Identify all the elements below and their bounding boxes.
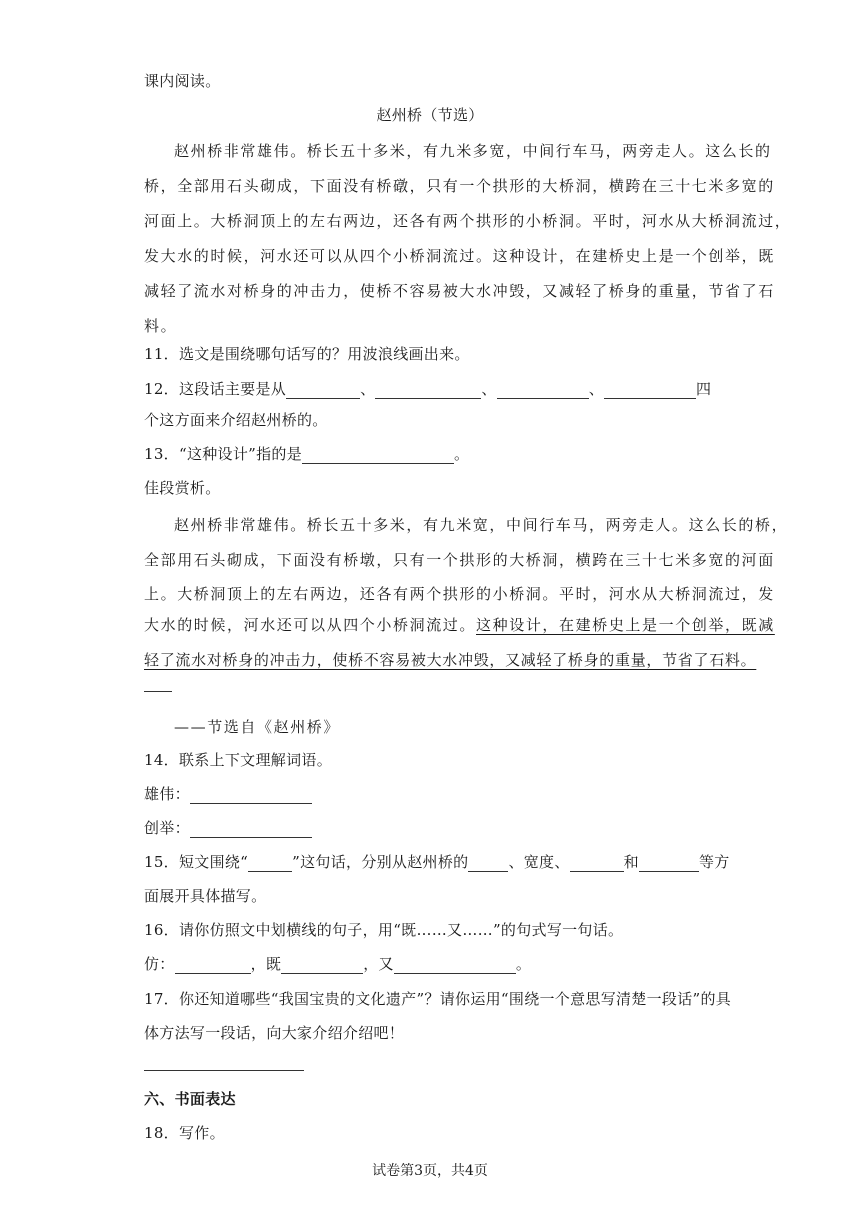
- word-xiongwei: [144, 784, 718, 804]
- answer-blank[interactable]: [394, 957, 516, 974]
- passage-line: 减轻了流水对桥身的冲击力，使桥不容易被大水冲毁，又减轻了桥身的重量，节省了石: [144, 282, 775, 300]
- question-17-line1: 17．你还知道哪些“我国宝贵的文化遗产”？请你运用“围绕一个意思写清楚一段话”的具: [144, 990, 732, 1008]
- answer-blank[interactable]: [248, 855, 292, 872]
- q15-text: 15．短文围绕“: [144, 853, 249, 871]
- q15-text: 、宽度、: [508, 853, 570, 871]
- section-appreciation: 佳段赏析。: [144, 479, 221, 497]
- question-15: [144, 852, 730, 872]
- answer-blank[interactable]: [281, 957, 363, 974]
- passage2-line: 上。大桥洞顶上的左右两边，还各有两个拱形的小桥洞。平时，河水从大桥洞流过，发: [144, 585, 775, 603]
- question-13: [144, 444, 718, 464]
- answer-blank[interactable]: [468, 855, 508, 872]
- question-12-line2: 个这方面来介绍赵州桥的。: [144, 411, 328, 429]
- q15-text: 等方: [698, 853, 730, 871]
- answer-blank[interactable]: [604, 382, 696, 399]
- answer-blank[interactable]: [375, 382, 481, 399]
- q16-text: ，既: [250, 955, 282, 973]
- intro-instruction: 课内阅读。: [144, 72, 221, 90]
- passage2-line: [144, 650, 757, 670]
- question-11: 11．选文是围绕哪句话写的？用波浪线画出来。: [144, 345, 470, 363]
- word-label: 雄伟：: [144, 785, 190, 803]
- section-heading: 六、书面表达: [144, 1090, 236, 1108]
- answer-line-q17[interactable]: [144, 1070, 304, 1071]
- word-chuangju: [144, 818, 718, 838]
- q16-text: 。: [515, 955, 532, 973]
- question-16: 16．请你仿照文中划横线的句子，用“既……又……”的句式写一句话。: [144, 921, 624, 939]
- underline-tail: [144, 691, 172, 692]
- passage2-plain-text: 大水的时候，河水还可以从四个小桥洞流过。: [144, 616, 477, 634]
- q16-text: ，又: [363, 955, 394, 973]
- question-12: [144, 379, 718, 399]
- question-16-answer: [144, 954, 718, 974]
- q16-text: 仿：: [144, 955, 175, 973]
- answer-blank[interactable]: [497, 382, 589, 399]
- q15-text: ”这句话，分别从赵州桥的: [292, 853, 469, 871]
- question-13-suffix: 。: [454, 445, 470, 463]
- passage-line: 料。: [144, 317, 178, 335]
- separator: 、: [360, 380, 376, 398]
- answer-blank[interactable]: [286, 382, 360, 399]
- passage-line: 发大水的时候，河水还可以从四个小桥洞流过。这种设计，在建桥史上是一个创举，既: [144, 247, 775, 265]
- question-12-prefix: 12．这段话主要是从: [144, 380, 287, 398]
- question-17-line2: 体方法写一段话，向大家介绍介绍吧！: [144, 1024, 405, 1042]
- answer-blank[interactable]: [175, 957, 251, 974]
- page-footer: 试卷第3页，共4页: [372, 1163, 488, 1179]
- passage2-line: 全部用石头砌成，下面没有桥墩，只有一个拱形的大桥洞，横跨在三十七米多宽的河面: [144, 551, 775, 569]
- underlined-sentence: 这种设计，在建桥史上是一个创举，既减: [476, 616, 775, 634]
- question-18: 18．写作。: [144, 1124, 225, 1142]
- question-15-line2: 面展开具体描写。: [144, 887, 267, 905]
- passage-line: 赵州桥非常雄伟。桥长五十多米，有九米多宽，中间行车马，两旁走人。这么长的: [174, 142, 772, 160]
- underlined-sentence: 轻了流水对桥身的冲击力，使桥不容易被大水冲毁，又减轻了桥身的重量，节省了石料。: [144, 651, 757, 669]
- answer-blank[interactable]: [570, 855, 624, 872]
- question-13-prefix: 13．“这种设计”指的是: [144, 445, 303, 463]
- q15-text: 和: [623, 853, 639, 871]
- passage-line: 河面上。大桥洞顶上的左右两边，还各有两个拱形的小桥洞。平时，河水从大桥洞流过，: [144, 212, 792, 230]
- word-label: 创举：: [144, 819, 190, 837]
- passage2-line: [144, 615, 775, 635]
- answer-blank[interactable]: [190, 821, 312, 838]
- passage-line: 桥，全部用石头砌成，下面没有桥礅，只有一个拱形的大桥洞，横跨在三十七米多宽的: [144, 177, 775, 195]
- passage-title: 赵州桥（节选）: [376, 106, 484, 124]
- answer-blank[interactable]: [302, 447, 454, 464]
- question-14: 14．联系上下文理解词语。: [144, 751, 332, 769]
- question-12-suffix: 四: [696, 380, 712, 398]
- answer-blank[interactable]: [639, 855, 699, 872]
- passage2-line: 赵州桥非常雄伟。桥长五十多米，有九米宽，中间行车马，两旁走人。这么长的桥，: [174, 516, 789, 534]
- separator: 、: [481, 380, 497, 398]
- passage2-source: ——节选自《赵州桥》: [174, 718, 341, 736]
- answer-blank[interactable]: [190, 787, 312, 804]
- separator: 、: [588, 380, 605, 398]
